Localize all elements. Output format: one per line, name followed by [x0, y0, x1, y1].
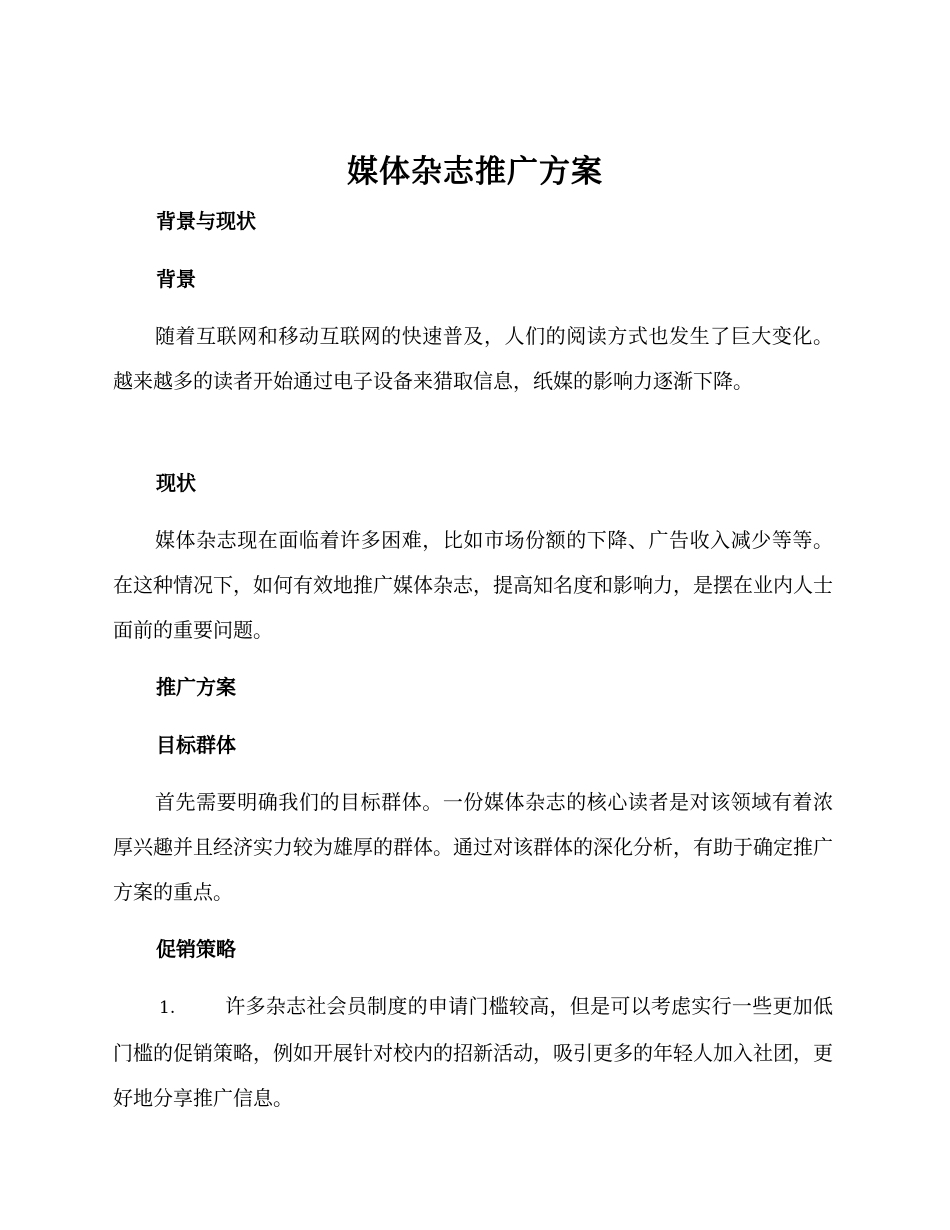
section-heading-promotion-plan: 推广方案	[156, 675, 236, 699]
paragraph-status: 媒体杂志现在面临着许多困难，比如市场份额的下降、广告收入减少等等。在这种情况下，如何有效地推广媒体杂志，提高知名度和影响力，是摆在业内人士面前的重要问题。	[113, 528, 833, 642]
paragraph-background: 随着互联网和移动互联网的快速普及，人们的阅读方式也发生了巨大变化。越来越多的读者开始通过电子设备来猎取信息，纸媒的影响力逐渐下降。	[113, 324, 833, 393]
section-heading-background-status: 背景与现状	[156, 209, 256, 233]
subheading-background: 背景	[156, 267, 196, 291]
subheading-target-group: 目标群体	[156, 733, 236, 757]
document-title: 媒体杂志推广方案	[347, 154, 603, 190]
list-item-text: 许多杂志社会员制度的申请门槛较高，但是可以考虑实行一些更加低门槛的促销策略，例如开展针对校内的招新活动，吸引更多的年轻人加入社团，更好地分享推广信息。	[113, 994, 833, 1110]
list-item-number: 1.	[159, 998, 176, 1018]
list-item	[113, 984, 833, 1121]
subheading-status: 现状	[156, 471, 196, 495]
subheading-sales-strategy: 促销策略	[156, 937, 236, 961]
paragraph-target-group: 首先需要明确我们的目标群体。一份媒体杂志的核心读者是对该领域有着浓厚兴趣并且经济实力较为雄厚的群体。通过对该群体的深化分析，有助于确定推广方案的重点。	[113, 790, 833, 904]
